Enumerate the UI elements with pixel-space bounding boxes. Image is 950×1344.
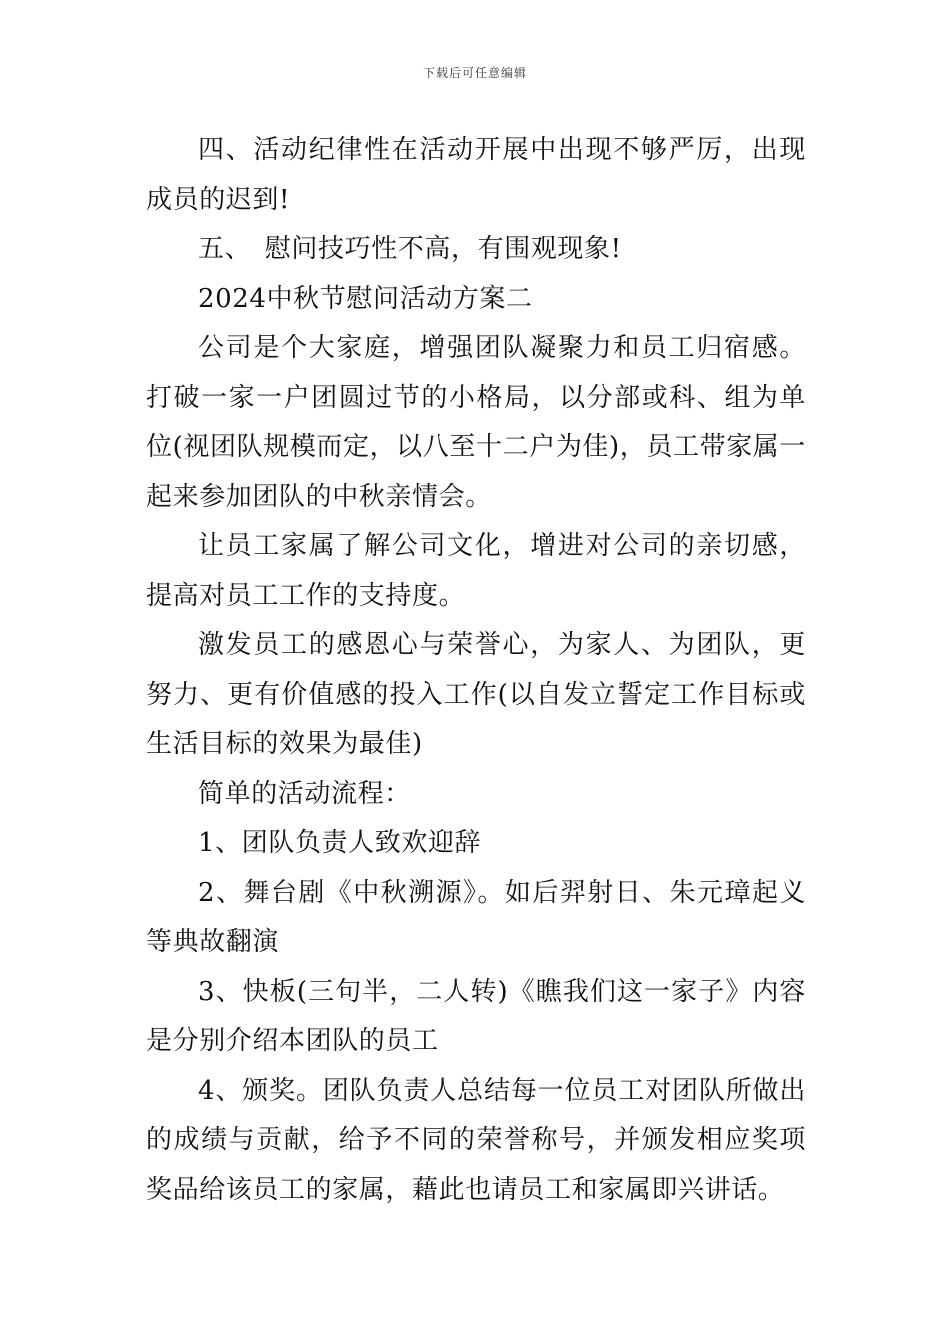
paragraph-process-title: 简单的活动流程： (198, 778, 411, 809)
section-heading-plan-two: 2024中秋节慰问活动方案二 (198, 283, 533, 314)
list-item-stage-play: 2、舞台剧《中秋溯源》。如后羿射日、朱元璋起义等典故翻演 (146, 877, 806, 957)
paragraph-family-understanding: 让员工家属了解公司文化，增进对公司的亲切感，提高对员工工作的支持度。 (146, 531, 806, 611)
list-item-welcome: 1、团队负责人致欢迎辞 (198, 828, 482, 858)
page-header: 下载后可任意编辑 (422, 66, 527, 80)
document-body (146, 126, 806, 1215)
list-item-kuaiban: 3、快板(三句半，二人转)《瞧我们这一家子》内容是分别介绍本团队的员工 (146, 976, 806, 1056)
paragraph-skill-issue: 五、 慰问技巧性不高，有围观现象! (198, 234, 622, 264)
paragraph-company-family: 公司是个大家庭，增强团队凝聚力和员工归宿感。打破一家一户团圆过节的小格局，以分部或科、组为单位(视团队规模而定，以八至十二户为佳)，员工带家属一起来参加团队的中秋亲情会。 (146, 333, 806, 512)
paragraph-motivation: 激发员工的感恩心与荣誉心，为家人、为团队，更努力、更有价值感的投入工作(以自发立誓定工作目标或生活目标的效果为最佳) (146, 630, 806, 759)
paragraph-discipline-issue: 四、活动纪律性在活动开展中出现不够严厉，出现成员的迟到! (146, 135, 806, 215)
list-item-awards: 4、颁奖。团队负责人总结每一位员工对团队所做出的成绩与贡献，给予不同的荣誉称号，并颁发相应奖项奖品给该员工的家属，藉此也请员工和家属即兴讲话。 (146, 1075, 806, 1205)
